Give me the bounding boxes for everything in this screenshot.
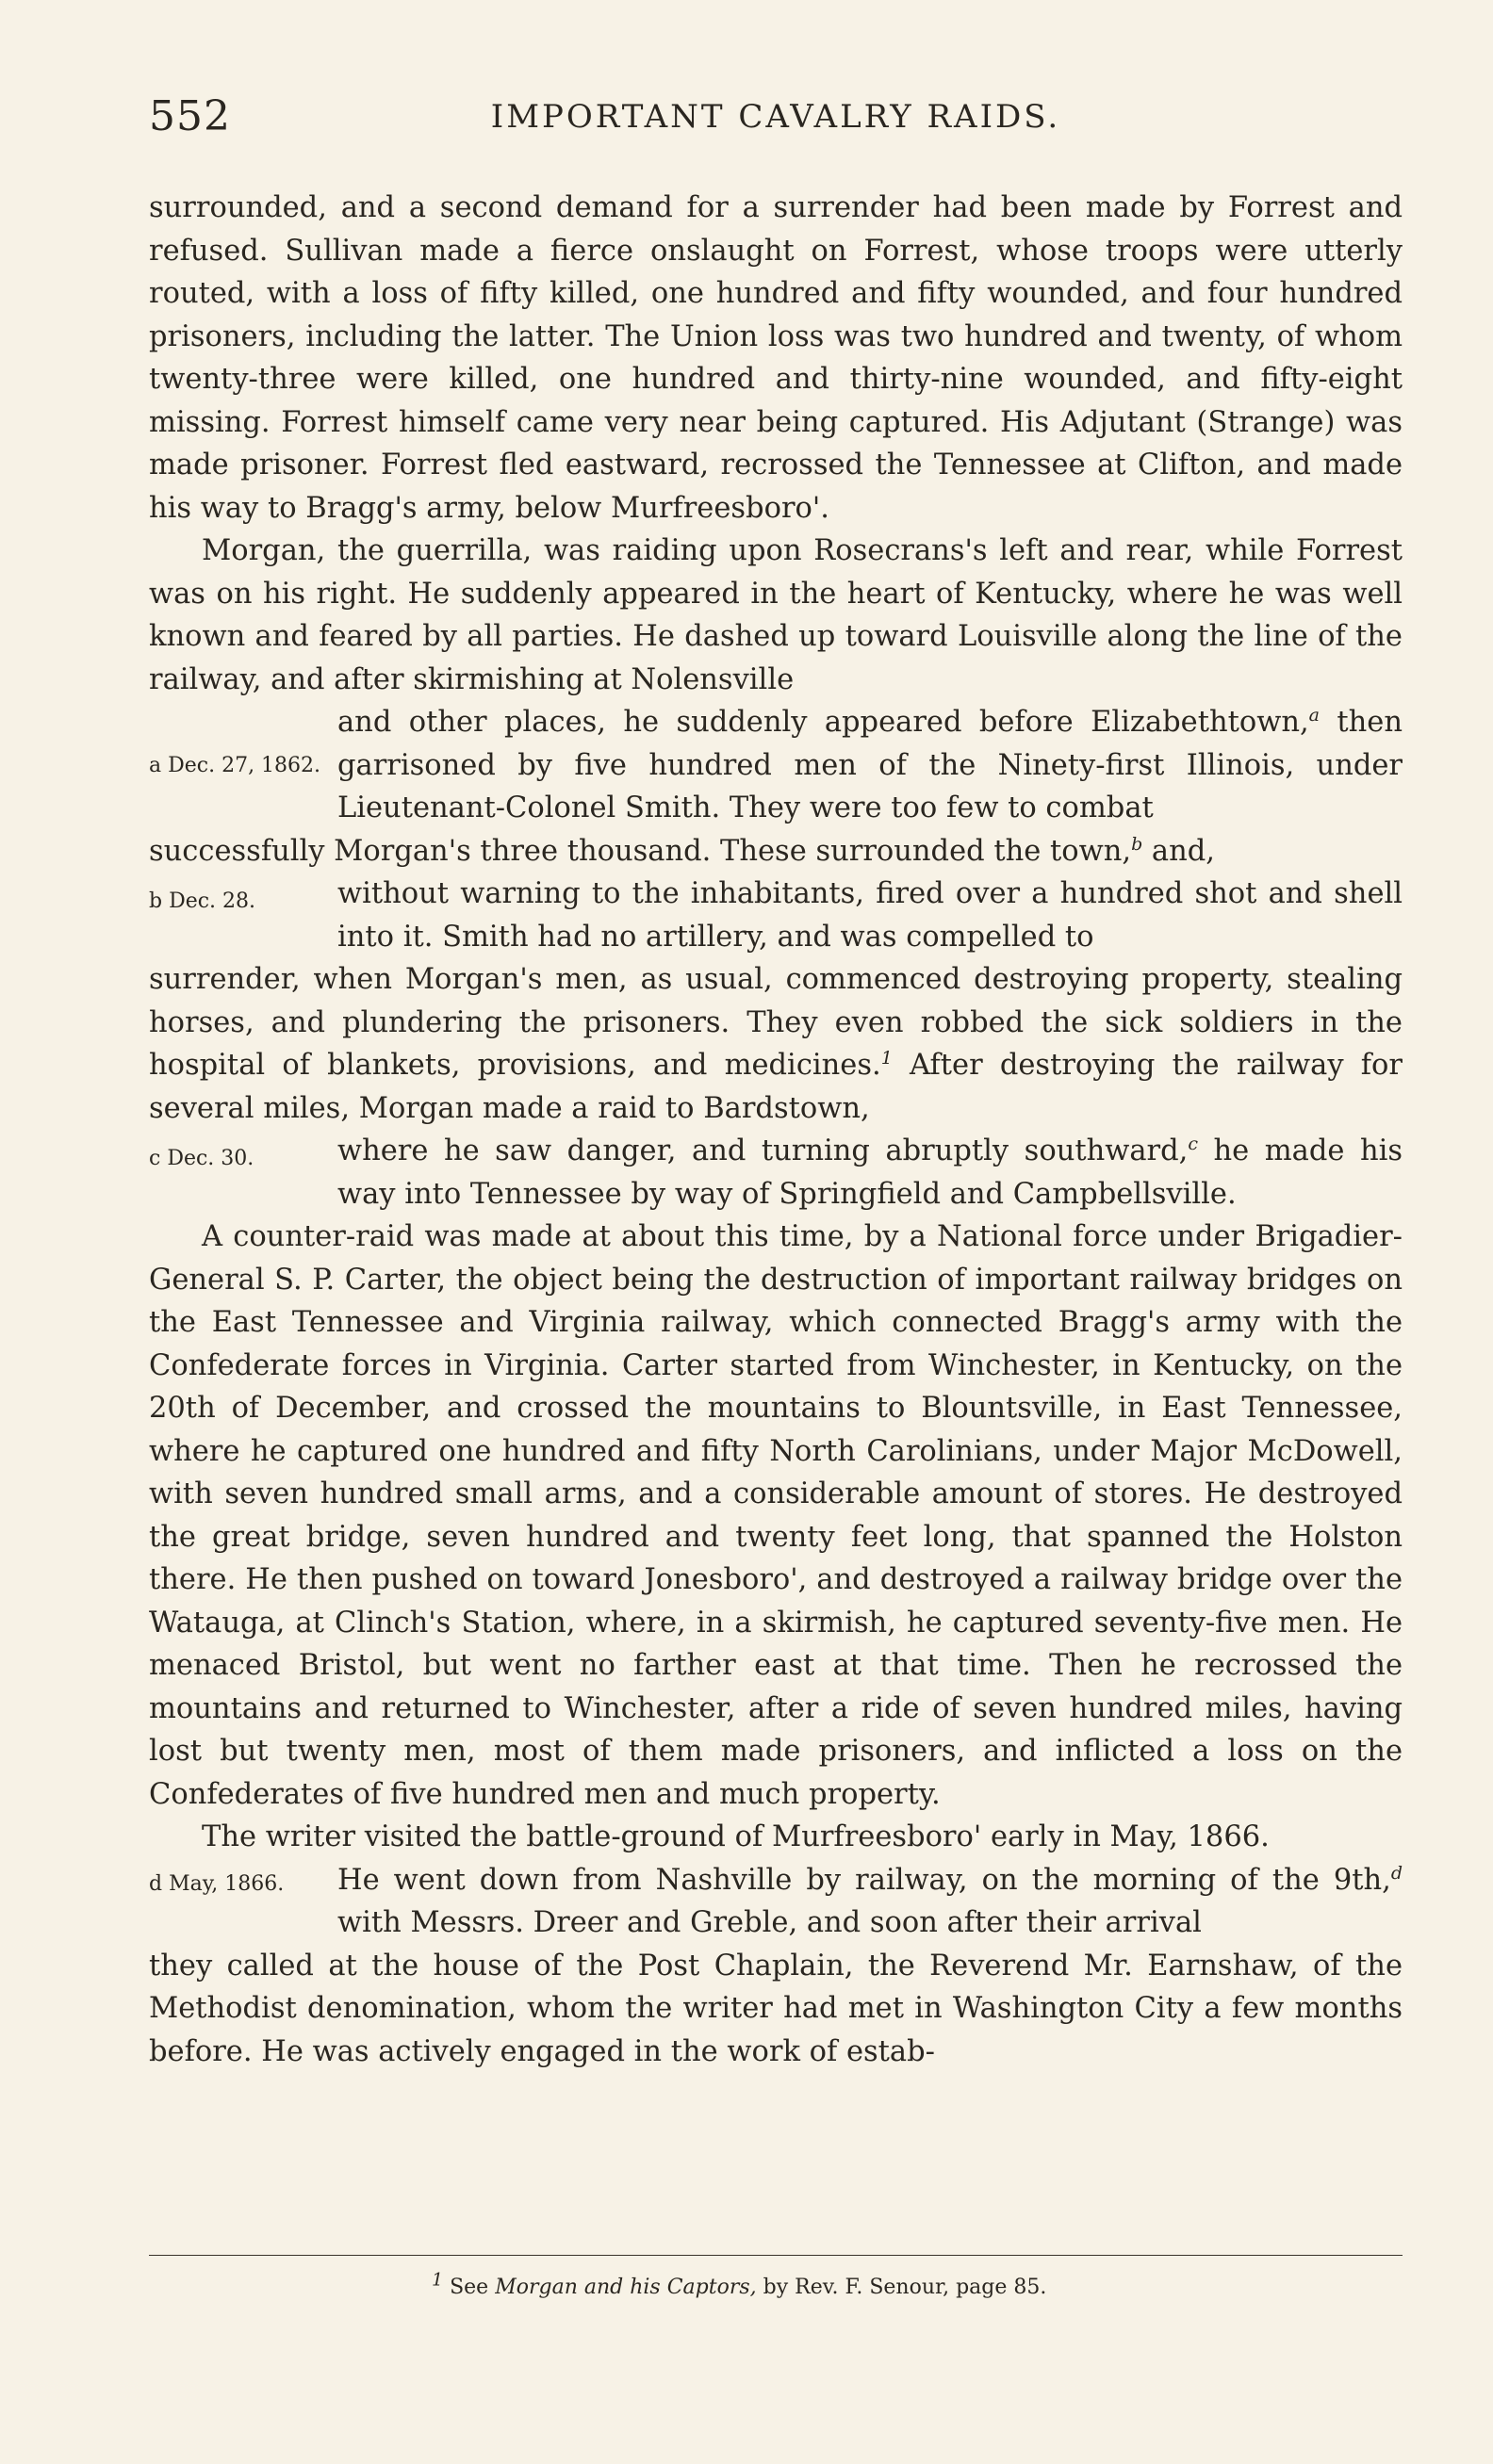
footnote-prefix: See: [450, 2276, 496, 2299]
text-segment: with Messrs. Dreer and Greble, and soon after their arrival: [337, 1906, 1202, 1939]
margin-note-c: c Dec. 30.: [149, 1147, 254, 1170]
text-segment: successfully Morgan's three thousand. These surrounded the town,: [149, 834, 1132, 868]
text-segment: surrender, when Morgan's men, as usual, commenced destroying property, stealing horses, and plundering the prisoners. They even robbed the sick soldiers in the hospital of blankets, provisions, and medicines.: [149, 963, 1403, 1082]
footnote-marker: 1: [432, 2269, 444, 2291]
text-segment: He went down from Nashville by railway, on the morning of the 9th,: [337, 1863, 1391, 1897]
paragraph-2-mid: [149, 830, 1403, 873]
footnote-divider: [149, 2255, 1403, 2256]
margin-note-block-a: [149, 701, 1403, 830]
note-ref-d: d: [1390, 1862, 1403, 1884]
margin-note-block-b: [149, 873, 1403, 958]
footnote-1: [432, 2269, 1403, 2301]
note-ref-c: c: [1188, 1133, 1198, 1154]
margin-note-b: b Dec. 28.: [149, 889, 256, 913]
paragraph-1: surrounded, and a second demand for a surrender had been made by Forrest and refused. Sullivan made a fierce onslaught on Forrest, whose troops were utterly routed, with a loss of fifty killed, one hundred and fifty wounded, and four hundred prisoners, including the latter. The Union loss was two hundred and twenty, of whom twenty-three were killed, one hundred and thirty-nine wounded, and fifty-eight missing. Forrest himself came very near being captured. His Adjutant (Strange) was made prisoner. Forrest fled eastward, recrossed the Tennessee at Clifton, and made his way to Bragg's army, below Murfreesboro'.: [149, 191, 1403, 525]
text-segment: and,: [1142, 834, 1215, 868]
text-segment: he made his way into Tennessee by way of Springfield and Campbellsville.: [337, 1134, 1403, 1211]
text-segment: where he saw danger, and turning abruptly southward,: [337, 1134, 1189, 1167]
text-segment: and other places, he suddenly appeared before Elizabethtown,: [337, 706, 1309, 739]
paragraph-4-noted-d: [149, 1859, 1403, 1945]
body-text: [149, 187, 1403, 2073]
note-ref-b: b: [1131, 833, 1143, 855]
paragraph-2-noted-c: [149, 1130, 1403, 1216]
margin-note-block-c: [149, 1130, 1403, 1216]
running-title: IMPORTANT CAVALRY RAIDS.: [490, 98, 1061, 136]
margin-note-block-d: [149, 1859, 1403, 1945]
page-header: [149, 92, 1403, 149]
footnote-suffix: by Rev. F. Senour, page 85.: [756, 2276, 1047, 2299]
paragraph-2-noted-b: without warning to the inhabitants, fired over a hundred shot and shell into it. Smith had no artillery, and was compelled to: [337, 877, 1403, 954]
paragraph-3: A counter-raid was made at about this time, by a National force under Brigadier-General S. P. Carter, the object being the destruction of important railway bridges on the East Tennessee and Virginia railway, which connected Bragg's army with the Confederate forces in Virginia. Carter started from Winchester, in Kentucky, on the 20th of December, and crossed the mountains to Blountsville, in East Tennessee, where he captured one hundred and fifty North Carolinians, under Major McDowell, with seven hundred small arms, and a considerable amount of stores. He destroyed the great bridge, seven hundred and twenty feet long, that spanned the Holston there. He then pushed on toward Jonesboro', and destroyed a railway bridge over the Watauga, at Clinch's Station, where, in a skirmish, he captured seventy-five men. He menaced Bristol, but went no farther east at that time. Then he recrossed the mountains and returned to Winchester, after a ride of seven hundred miles, having lost but twenty men, most of them made prisoners, and inflicted a loss on the Confederates of five hundred men and much property.: [149, 1220, 1403, 1811]
footnote-ref-1: 1: [880, 1047, 893, 1069]
paragraph-4-start: The writer visited the battle-ground of Murfreesboro' early in May, 1866.: [202, 1820, 1270, 1853]
text-segment: After destroying the railway for several miles, Morgan made a raid to Bardstown,: [149, 1049, 1403, 1125]
note-ref-a: a: [1308, 704, 1320, 726]
margin-note-d: d May, 1866.: [149, 1871, 285, 1896]
paragraph-2-start: Morgan, the guerrilla, was raiding upon Rosecrans's left and rear, while Forrest was on his right. He suddenly appeared in the heart of Kentucky, where he was well known and feared by all parties. He dashed up toward Louisville along the line of the railway, and after skirmishing at Nolensville: [149, 534, 1403, 696]
margin-note-a: a Dec. 27, 1862.: [149, 754, 321, 777]
page-number: 552: [149, 92, 231, 140]
text-segment: then garrisoned by five hundred men of the Ninety-first Illinois, under Lieutenant-Colonel Smith. They were too few to combat: [337, 706, 1403, 824]
paragraph-2-noted-a: [149, 701, 1403, 830]
paragraph-4-cont: they called at the house of the Post Chaplain, the Reverend Mr. Earnshaw, of the Methodist denomination, whom the writer had met in Washington City a few months before. He was actively engaged in the work of estab-: [149, 1949, 1403, 2068]
footnote-book-title: Morgan and his Captors,: [495, 2276, 757, 2299]
paragraph-2-cont: [149, 958, 1403, 1130]
